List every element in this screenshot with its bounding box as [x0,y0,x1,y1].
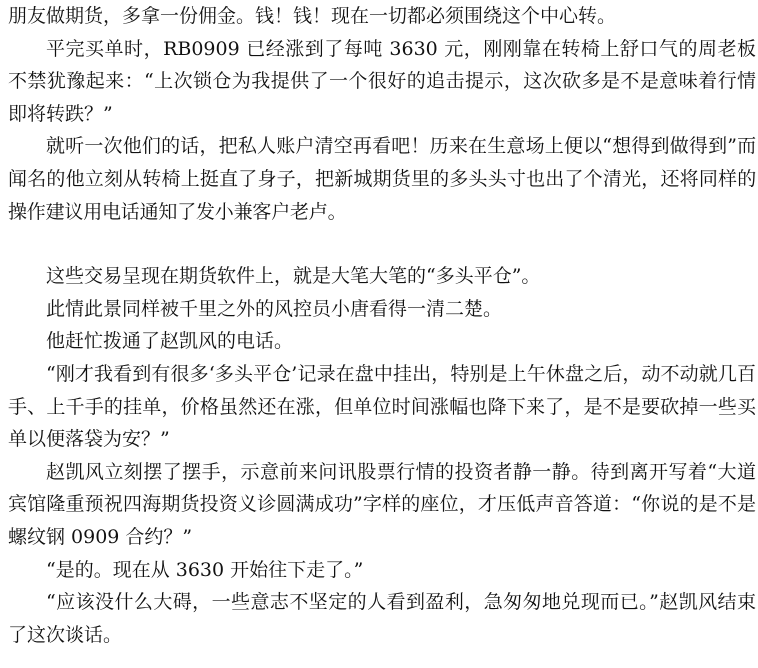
document-page [8,0,756,651]
paragraph-1: 朋友做期货，多拿一份佣金。钱！钱！现在一切都必须围绕这个中心转。 [8,5,617,27]
paragraph-6: 他赶忙拨通了赵凯风的电话。 [46,330,294,353]
paragraph-7: “刚才我看到有很多‘多头平仓’记录在盘中挂出，特别是上午休盘之后，动不动就几百手、上千手的挂单，价格虽然还在涨，但单位时间涨幅也降下来了，是不是要砍掉一些买单以便落袋为安？” [8,362,756,451]
paragraph-9: “是的。现在从 3630 开始往下走了。” [46,558,364,581]
paragraph-gap [8,228,756,260]
paragraph-5: 此情此景同样被千里之外的风控员小唐看得一清二楚。 [46,297,503,320]
paragraph-8: 赵凯风立刻摆了摆手，示意前来问讯股票行情的投资者静一静。待到离开写着“大道宾馆隆重预祝四海期货投资义诊圆满成功”字样的座位，才压低声音答道：“你说的是不是螺纹钢 0909 合约？” [8,460,756,548]
paragraph-4: 这些交易呈现在期货软件上，就是大笔大笔的“多头平仓”。 [46,265,541,288]
paragraph-3: 就听一次他们的话，把私人账户清空再看吧！历来在生意场上便以“想得到做得到”而闻名的他立刻从转椅上挺直了身子，把新城期货里的多头头寸也出了个清光，还将同样的操作建议用电话通知了发小兼客户老卢。 [8,135,756,223]
paragraph-10: “应该没什么大碍，一些意志不坚定的人看到盈利，急匆匆地兑现而已。”赵凯风结束了这次谈话。 [8,591,756,646]
paragraph-2: 平完买单时，RB0909 已经涨到了每吨 3630 元，刚刚靠在转椅上舒口气的周老板不禁犹豫起来：“上次锁仓为我提供了一个很好的追击提示，这次砍多是不是意味着行情即将转跌？” [8,37,756,125]
